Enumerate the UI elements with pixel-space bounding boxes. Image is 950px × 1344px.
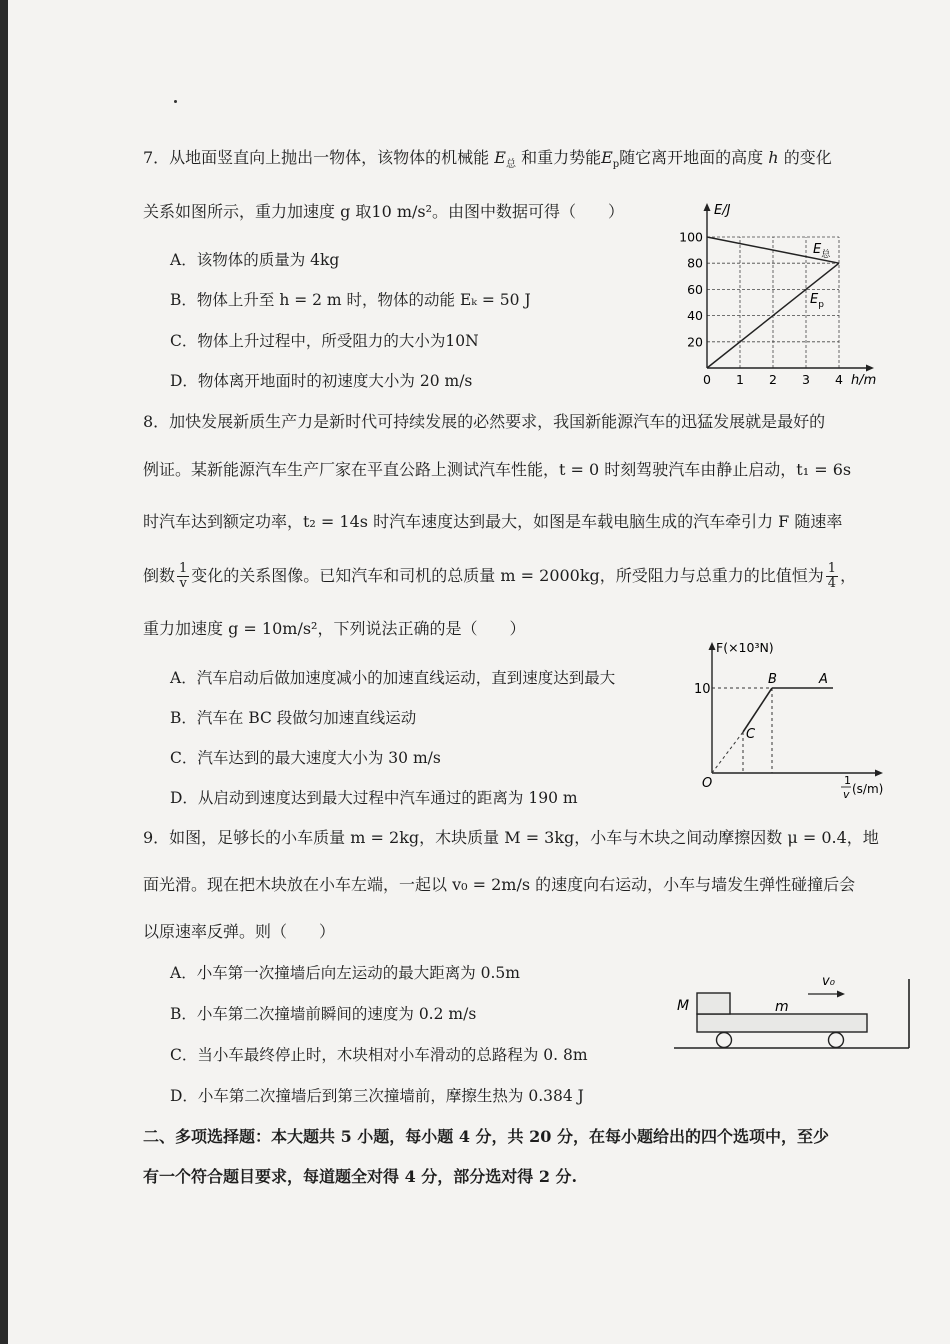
y-tick-label-100: 100 xyxy=(679,229,703,245)
q7-line2: 关系如图所示，重力加速度 g 取10 m/s²。由图中数据可得（ ） xyxy=(143,202,625,221)
q8-option-d: D．从启动到速度达到最大过程中汽车通过的距离为 190 m xyxy=(170,789,578,807)
x-axis-label: h/m xyxy=(851,373,877,388)
q8-line2: 例证。某新能源汽车生产厂家在平直公路上测试汽车性能，t = 0 时刻驾驶汽车由静止启动，t₁ = 6s xyxy=(143,460,852,479)
y-tick-10: 10 xyxy=(694,682,711,697)
scan-speck xyxy=(174,100,177,103)
x-tick-label-3: 3 xyxy=(802,372,810,387)
q7-energy-chart xyxy=(670,195,890,395)
q7-option-a: A．该物体的质量为 4kg xyxy=(170,251,340,269)
q9-option-d: D．小车第二次撞墙后到第三次撞墙前，摩擦生热为 0.384 J xyxy=(170,1087,584,1105)
cart-body xyxy=(697,1014,867,1032)
x-axis-label-num: 1 xyxy=(844,774,851,787)
q9-cart-figure xyxy=(670,965,920,1060)
x-axis-label-den: v xyxy=(843,788,850,801)
y-tick-label-40: 40 xyxy=(687,308,703,324)
y-tick-label-80: 80 xyxy=(687,255,703,271)
fraction-one-quarter: $\frac{1}{4}$ xyxy=(827,561,837,591)
velocity-arrow-head xyxy=(837,991,845,998)
wooden-block xyxy=(697,993,730,1014)
q9-option-b: B．小车第二次撞墙前瞬间的速度为 0.2 m/s xyxy=(170,1005,477,1023)
x-axis-label-unit: (s/m) xyxy=(852,782,884,796)
q8-force-graph xyxy=(688,636,900,808)
y-axis-label: F(×10³N) xyxy=(716,640,774,655)
y-axis-arrow xyxy=(704,203,711,211)
right-wheel xyxy=(829,1033,844,1048)
q8-line1: 8．加快发展新质生产力是新时代可持续发展的必然要求，我国新能源汽车的迅猛发展就是最好的 xyxy=(143,412,826,431)
q7-line1: 7．从地面竖直向上抛出一物体，该物体的机械能 $E_总$ 和重力势能$E_p$随它离开地面的高度 h 的变化 xyxy=(143,148,832,171)
q8-option-b: B．汽车在 BC 段做匀加速直线运动 xyxy=(170,709,417,727)
q9-option-c: C．当小车最终停止时，木块相对小车滑动的总路程为 0. 8m xyxy=(170,1046,588,1064)
series-label-E-total: $E_总$ xyxy=(813,242,831,260)
x-tick-label-4: 4 xyxy=(835,372,843,387)
x-axis-arrow xyxy=(866,365,874,372)
section2-line1: 二、多项选择题：本大题共 5 小题，每小题 4 分，共 20 分，在每小题给出的四个选项中，至少 xyxy=(143,1127,829,1146)
q9-line3: 以原速率反弹。则（ ） xyxy=(143,922,336,941)
q8-option-a: A．汽车启动后做加速度减小的加速直线运动，直到速度达到最大 xyxy=(170,669,616,687)
block-label: M xyxy=(677,998,690,1014)
y-axis-label: E/J xyxy=(714,203,731,218)
x-axis-arrow xyxy=(875,770,883,777)
point-label-a: A xyxy=(819,672,828,687)
q9-line1: 9．如图，足够长的小车质量 m = 2kg，木块质量 M = 3kg，小车与木块之间动摩擦因数 μ = 0.4，地 xyxy=(143,828,879,847)
x-tick-label-2: 2 xyxy=(769,372,777,387)
fraction-one-over-v: $\frac{1}{v}$ xyxy=(179,561,188,591)
q9-line2: 面光滑。现在把木块放在小车左端，一起以 v₀ = 2m/s 的速度向右运动，小车与墙发生弹性碰撞后会 xyxy=(143,875,856,894)
q8-line4: 倒数 $\frac{1}{v}$ 变化的关系图像。已知汽车和司机的总质量 m = 2000kg，所受阻力与总重力的比值恒为 $\frac{1}{4}$ ， xyxy=(143,561,857,591)
x-tick-label-1: 1 xyxy=(736,372,744,387)
q8-line3: 时汽车达到额定功率，t₂ = 14s 时汽车速度达到最大，如图是车载电脑生成的汽车牵引力 F 随速率 xyxy=(143,512,843,531)
q7-option-c: C．物体上升过程中，所受阻力的大小为10N xyxy=(170,332,479,350)
q7-option-d: D．物体离开地面时的初速度大小为 20 m/s xyxy=(170,372,473,390)
velocity-label: v₀ xyxy=(822,974,835,989)
dashed-origin-line xyxy=(712,732,743,773)
point-label-c: C xyxy=(746,727,756,742)
y-tick-label-60: 60 xyxy=(687,281,703,297)
q8-option-c: C．汽车达到的最大速度大小为 30 m/s xyxy=(170,749,441,767)
y-axis-arrow xyxy=(709,642,716,650)
q8-line5: 重力加速度 g = 10m/s²，下列说法正确的是（ ） xyxy=(143,619,526,638)
left-wheel xyxy=(717,1033,732,1048)
section2-line2: 有一个符合题目要求，每道题全对得 4 分，部分选对得 2 分. xyxy=(143,1167,578,1186)
cart-label: m xyxy=(775,999,789,1015)
y-tick-label-20: 20 xyxy=(687,334,703,350)
origin-label: O xyxy=(702,776,713,791)
segment-bc xyxy=(743,688,772,732)
series-label-Ep: $E_p$ xyxy=(810,292,824,310)
q9-option-a: A．小车第一次撞墙后向左运动的最大距离为 0.5m xyxy=(170,964,520,982)
scan-edge xyxy=(0,0,8,1344)
q7-option-b: B．物体上升至 h = 2 m 时，物体的动能 Eₖ = 50 J xyxy=(170,291,531,309)
x-tick-label-0: 0 xyxy=(703,372,711,387)
point-label-b: B xyxy=(768,672,777,687)
